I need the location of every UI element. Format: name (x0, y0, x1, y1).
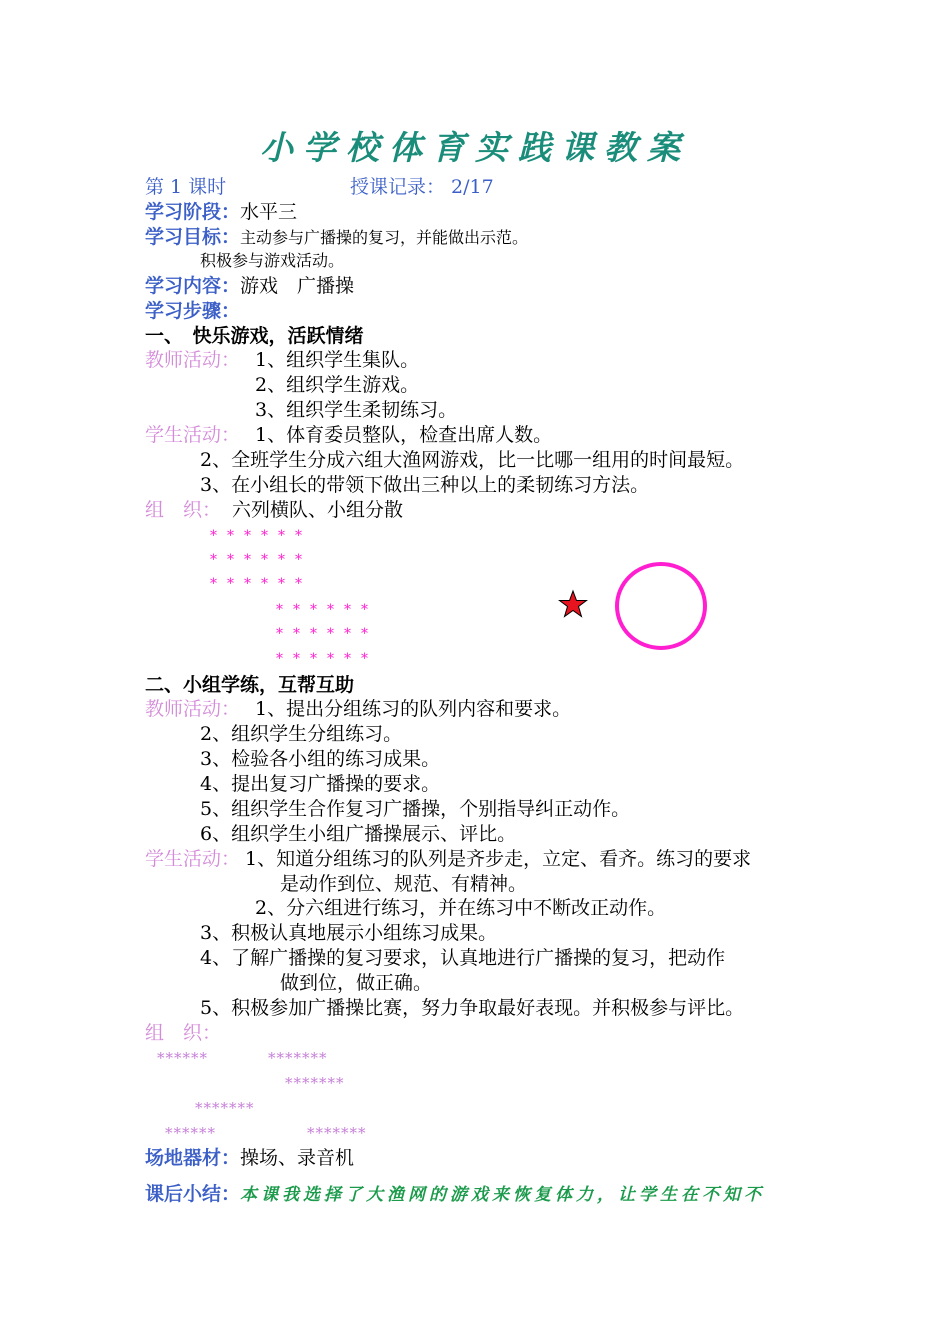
group-stars-1: ****** (157, 1049, 208, 1067)
summary-label: 课后小结： (145, 1183, 241, 1205)
red-star-icon (558, 589, 588, 619)
equipment-value: 操场、录音机 (240, 1147, 355, 1169)
magenta-circle-icon (612, 560, 710, 652)
lesson-number: 第 1 课时 (145, 176, 227, 198)
section1-org-value: 六列横队、小组分散 (232, 499, 404, 521)
section1-student-label: 学生活动： (145, 424, 241, 446)
goal-label: 学习目标： (145, 226, 241, 248)
content-row (145, 274, 354, 298)
goal-row (145, 225, 528, 250)
section2-teacher-5: 5、组织学生合作复习广播操，个别指导纠正动作。 (200, 798, 631, 820)
formation-row-5: ****** (276, 626, 378, 642)
group-stars-5: ****** (165, 1124, 216, 1142)
stage-row (145, 200, 297, 224)
equipment-label: 场地器材： (145, 1147, 241, 1169)
equipment-row (145, 1146, 354, 1170)
content-label: 学习内容： (145, 275, 241, 297)
section1-teacher-2: 2、组织学生游戏。 (255, 374, 420, 396)
goal-line-2: 积极参与游戏活动。 (200, 251, 345, 270)
section1-student-3: 3、在小组长的带领下做出三种以上的柔韧练习方法。 (200, 474, 650, 496)
content-value: 游戏 广播操 (240, 275, 355, 297)
group-stars-2: ******* (268, 1049, 328, 1067)
section2-teacher-4: 4、提出复习广播操的要求。 (200, 773, 441, 795)
stage-value: 水平三 (240, 201, 298, 223)
formation-row-6: ****** (276, 651, 378, 667)
formation-row-2: ****** (210, 552, 312, 568)
stage-label: 学习阶段： (145, 201, 241, 223)
group-stars-3: ******* (285, 1074, 345, 1092)
section2-teacher-2: 2、组织学生分组练习。 (200, 723, 403, 745)
summary-row (145, 1182, 765, 1207)
section2-student-3: 3、积极认真地展示小组练习成果。 (200, 922, 498, 944)
section1-student-2: 2、全班学生分成六组大渔网游戏，比一比哪一组用的时间最短。 (200, 449, 745, 471)
section2-teacher-1: 1、提出分组练习的队列内容和要求。 (255, 698, 572, 720)
section1-heading: 一、 快乐游戏，活跃情绪 (145, 325, 364, 347)
section2-teacher-label: 教师活动： (145, 698, 241, 720)
steps-label: 学习步骤： (145, 300, 241, 322)
record-info: 授课记录： 2/17 (350, 176, 494, 198)
section1-teacher-label: 教师活动： (145, 349, 241, 371)
section2-student-4a: 4、了解广播操的复习要求，认真地进行广播操的复习，把动作 (200, 947, 726, 969)
formation-row-1: ****** (210, 528, 312, 544)
section2-student-1a: 1、知道分组练习的队列是齐步走，立定、看齐。练习的要求 (245, 848, 752, 870)
goal-line-1: 主动参与广播操的复习，并能做出示范。 (240, 228, 529, 247)
section2-student-label: 学生活动： (145, 848, 241, 870)
section1-org-label: 组 织： (145, 499, 222, 521)
page-title: 小学校体育实践课教案 (260, 128, 690, 167)
section2-teacher-3: 3、检验各小组的练习成果。 (200, 748, 441, 770)
section2-teacher-6: 6、组织学生小组广播操展示、评比。 (200, 823, 517, 845)
section1-teacher-1: 1、组织学生集队。 (255, 349, 420, 371)
section2-student-1b: 是动作到位、规范、有精神。 (280, 873, 528, 895)
section2-org-label: 组 织： (145, 1022, 222, 1044)
formation-row-3: ****** (210, 576, 312, 592)
section1-student-1: 1、体育委员整队，检查出席人数。 (255, 424, 553, 446)
group-stars-4: ******* (195, 1099, 255, 1117)
section2-heading: 二、小组学练，互帮互助 (145, 674, 355, 696)
summary-value: 本课我选择了大渔网的游戏来恢复体力，让学生在不知不 (240, 1185, 766, 1205)
group-stars-6: ******* (307, 1124, 367, 1142)
section1-teacher-3: 3、组织学生柔韧练习。 (255, 399, 458, 421)
section2-student-2: 2、分六组进行练习，并在练习中不断改正动作。 (255, 897, 667, 919)
section2-student-4b: 做到位，做正确。 (280, 972, 433, 994)
section2-student-5: 5、积极参加广播操比赛，努力争取最好表现。并积极参与评比。 (200, 997, 745, 1019)
formation-row-4: ****** (276, 602, 378, 618)
